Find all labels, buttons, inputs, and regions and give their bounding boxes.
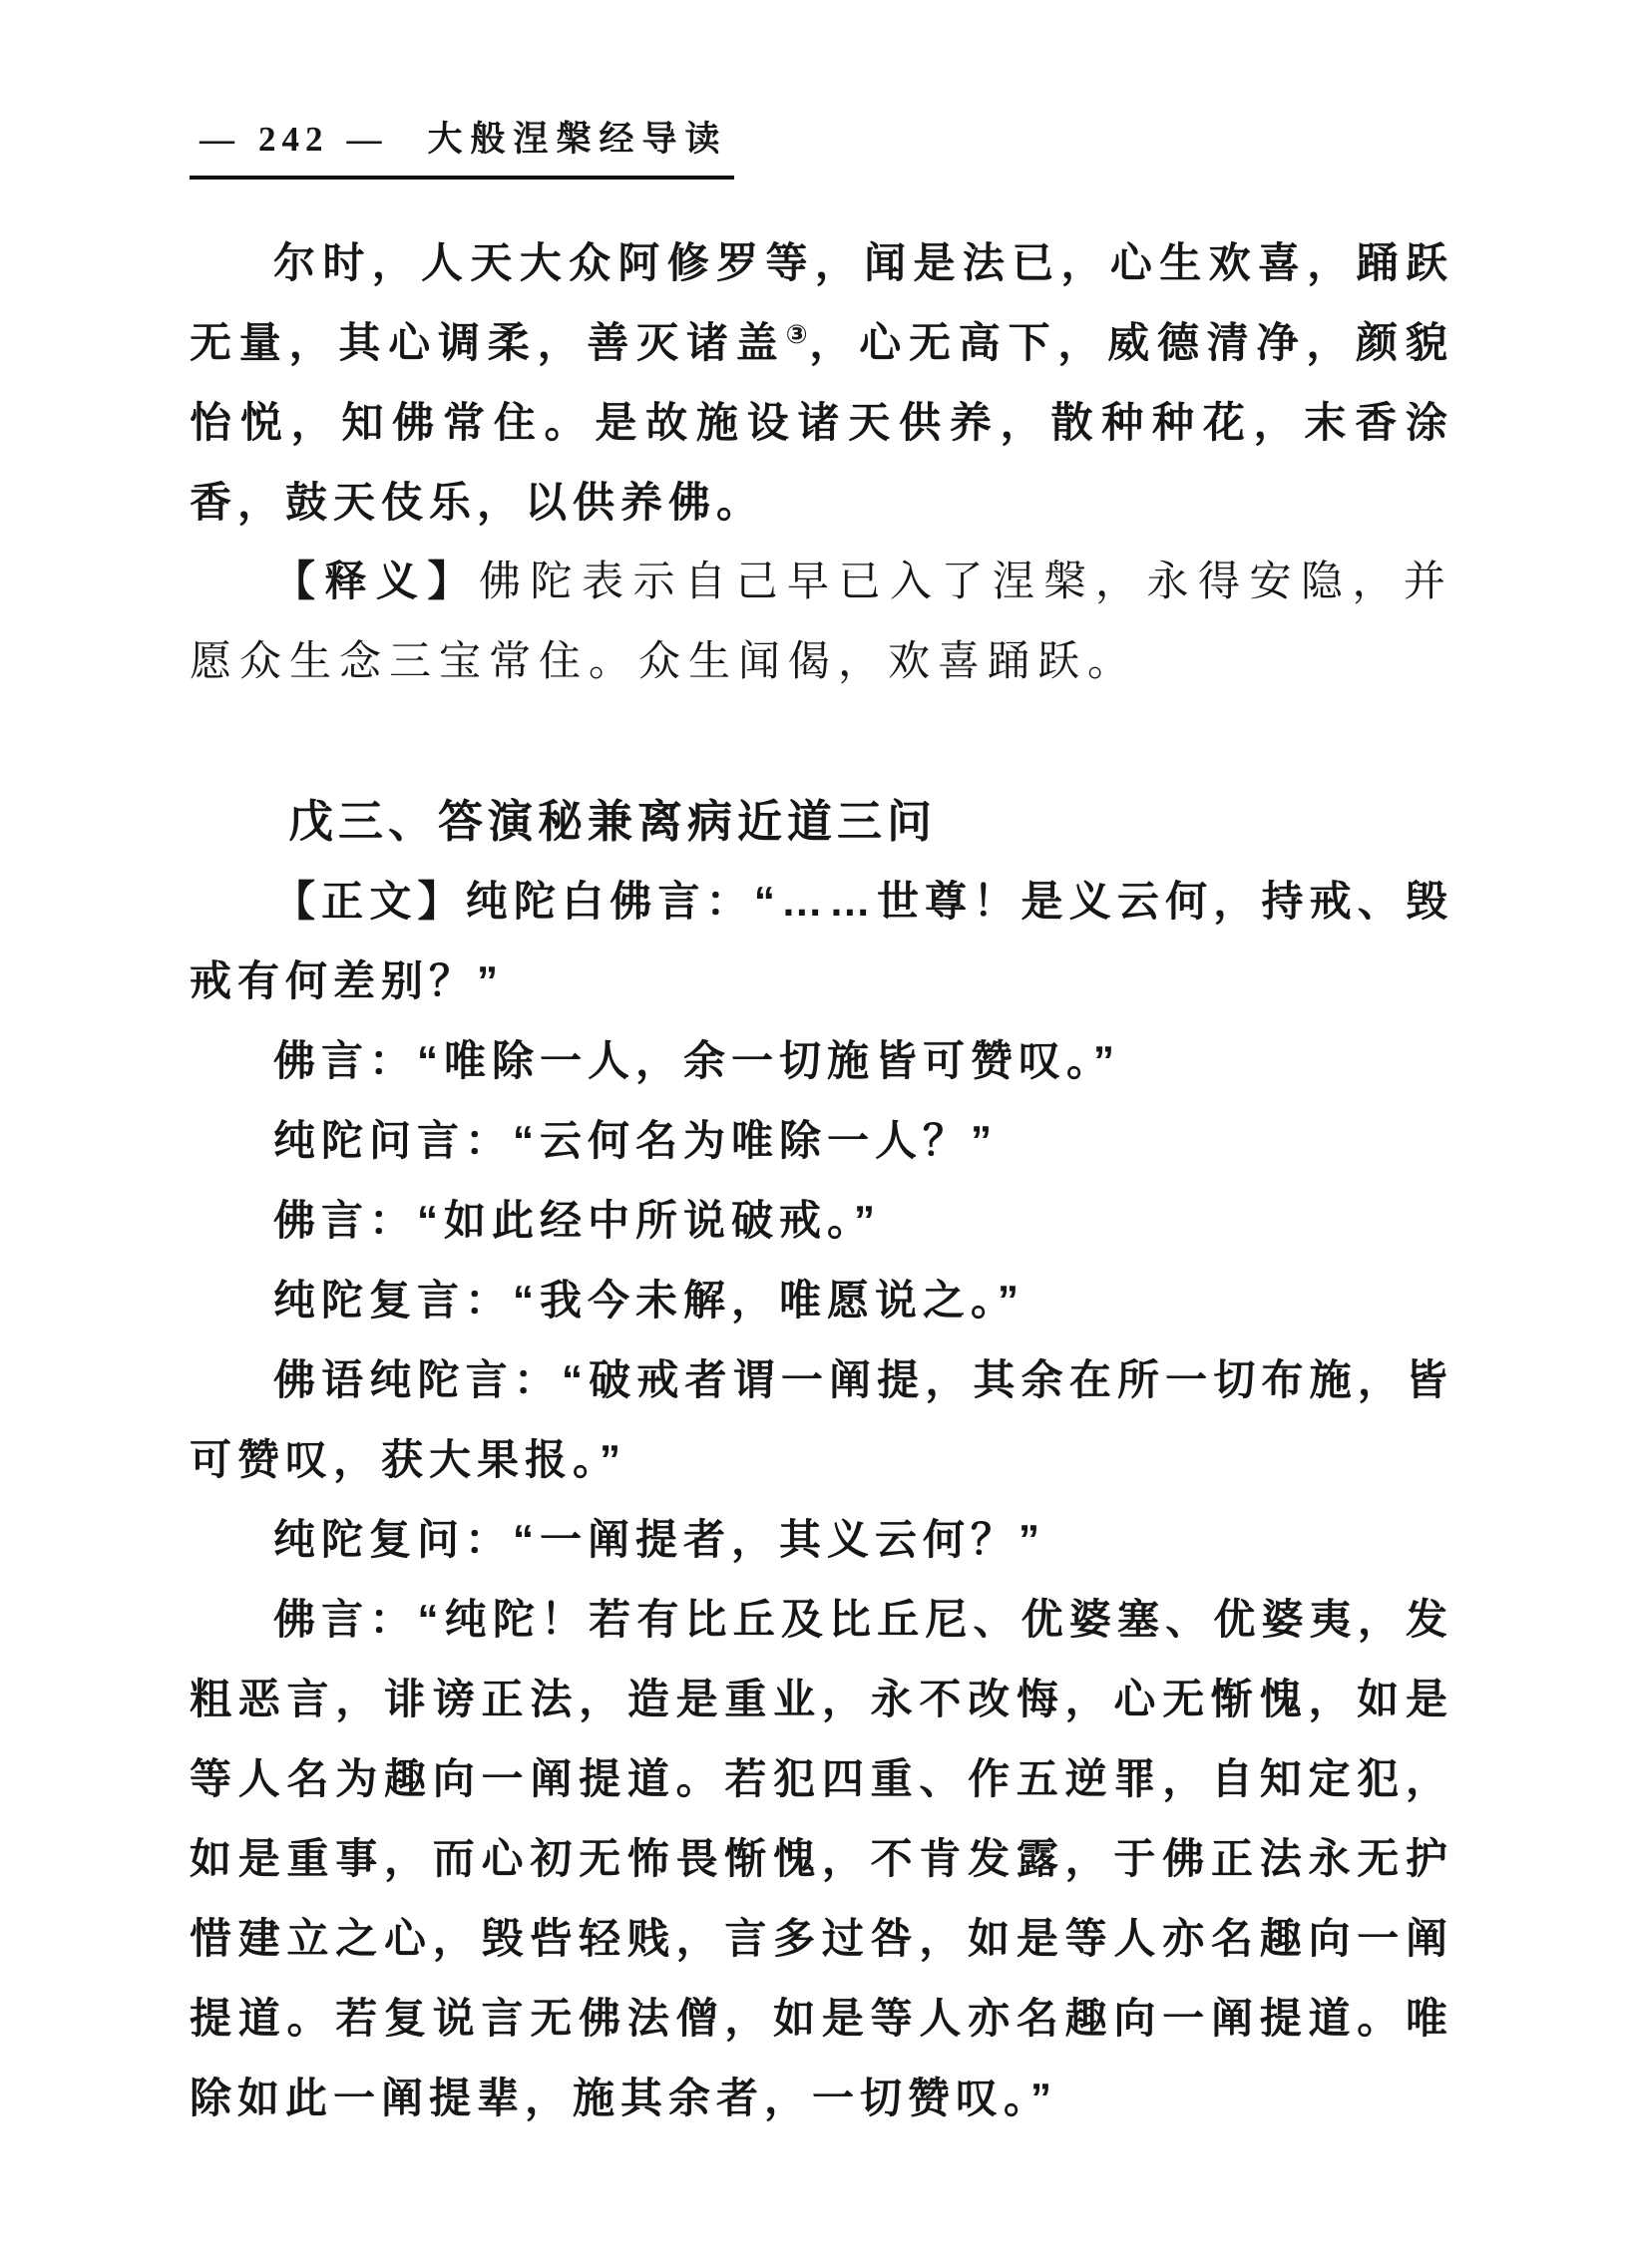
header-dash-right: — [346, 120, 388, 159]
scripture-label: 【正文】 [273, 878, 466, 925]
dialogue-line: 纯陀复问：“一阐提者，其义云何？” [273, 1516, 1046, 1563]
dialogue-line: 佛言：“唯除一人，余一切施皆可赞叹。” [273, 1037, 1121, 1084]
dialogue-line: 纯陀问言：“云何名为唯除一人？” [273, 1117, 999, 1164]
page-number: 242 [258, 120, 329, 159]
sutra-text-before-note: 尔时，人天大众阿修罗等，闻是法已，心生欢喜，踊跃无量，其心调柔，善灭诸盖 [190, 239, 1453, 366]
header-dash-left: — [200, 120, 240, 159]
sutra-paragraph [190, 223, 1453, 543]
dialogue-line: 佛语纯陀言：“破戒者谓一阐提，其余在所一切布施，皆可赞叹，获大果报。” [190, 1356, 1453, 1483]
running-head [190, 112, 734, 180]
scripture-text: 纯陀白佛言：“……世尊！是义云何，持戒、毁戒有何差别？” [190, 878, 1453, 1004]
sutra-paragraph [190, 862, 1453, 1021]
book-title: 大般涅槃经导读 [427, 120, 728, 159]
sutra-text-after-note: ，心无高下，威德清净，颜貌怡悦，知佛常住。是故施设诸天供养，散种种花，末香涂香，鼓天伎乐，以供养佛。 [190, 319, 1453, 526]
commentary-paragraph [190, 543, 1453, 702]
section-heading: 戊三、答演秘兼离病近道三问 [288, 796, 938, 847]
commentary-label: 【释义】 [273, 560, 479, 605]
body-text [190, 223, 1453, 2138]
commentary-text: 佛陀表示自己早已入了涅槃，永得安隐，并愿众生念三宝常住。众生闻偈，欢喜踊跃。 [190, 560, 1453, 685]
dialogue-paragraph: 佛言：“纯陀！若有比丘及比丘尼、优婆塞、优婆夷，发粗恶言，诽谤正法，造是重业，永不改悔，心无惭愧，如是等人名为趣向一阐提道。若犯四重、作五逆罪，自知定犯，如是重事，而心初无怖畏惭愧，不肯发露，于佛正法永无护惜建立之心，毁呰轻贱，言多过咎，如是等人亦名趣向一阐提道。若复说言无佛法僧，如是等人亦名趣向一阐提道。唯除如此一阐提辈，施其余者，一切赞叹。” [190, 1596, 1453, 2121]
dialogue-line: 佛言：“如此经中所说破戒。” [273, 1197, 882, 1244]
footnote-mark: ③ [785, 319, 810, 349]
dialogue-line: 纯陀复言：“我今未解，唯愿说之。” [273, 1277, 1025, 1323]
